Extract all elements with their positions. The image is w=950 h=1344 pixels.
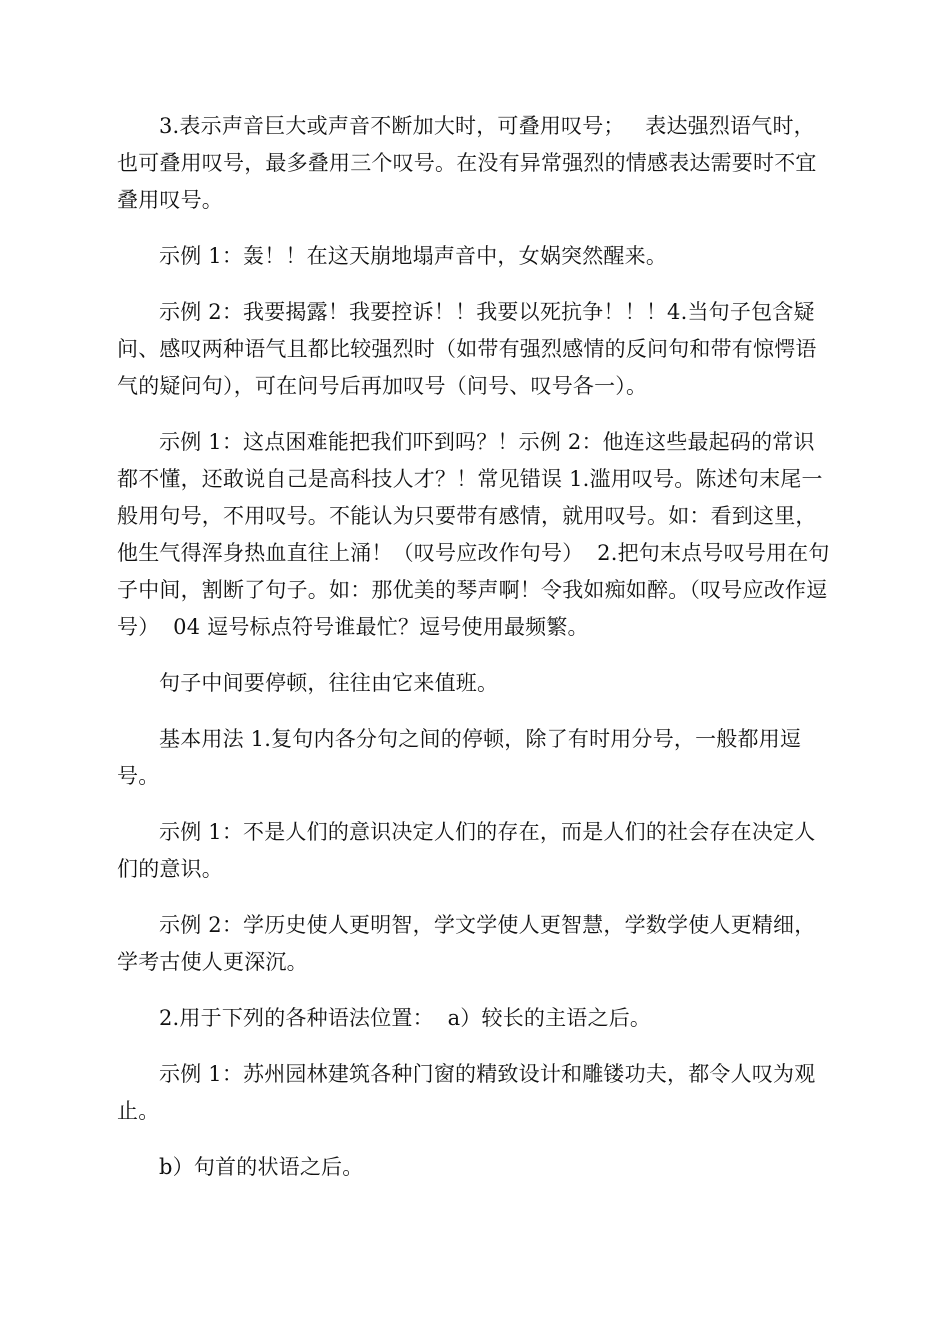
paragraph-5: 句子中间要停顿，往往由它来值班。 [159,671,499,695]
paragraph-7: 示例 1：不是人们的意识决定人们的存在，而是人们的社会存在决定人们的意识。 [117,820,816,881]
document-body [117,108,835,1205]
paragraph-3: 示例 2：我要揭露！我要控诉！！我要以死抗争！！！4.当句子包含疑问、感叹两种语气且都比较强烈时（如带有强烈感情的反问句和带有惊愕语气的疑问句），可在问号后再加叹号（问号、叹号各一）。 [117,300,817,398]
paragraph-11: b）句首的状语之后。 [159,1155,364,1179]
paragraph-8: 示例 2：学历史使人更明智，学文学使人更智慧，学数学使人更精细，学考古使人更深沉。 [117,913,816,974]
paragraph-10: 示例 1：苏州园林建筑各种门窗的精致设计和雕镂功夫，都令人叹为观止。 [117,1062,816,1123]
paragraph-6: 基本用法 1.复句内各分句之间的停顿，除了有时用分号，一般都用逗号。 [117,727,802,788]
paragraph-2: 示例 1：轰！！在这天崩地塌声音中，女娲突然醒来。 [159,244,668,268]
paragraph-1: 3.表示声音巨大或声音不断加大时，可叠用叹号； 表达强烈语气时，也可叠用叹号，最多叠用三个叹号。在没有异常强烈的情感表达需要时不宜叠用叹号。 [117,114,817,212]
paragraph-9: 2.用于下列的各种语法位置： a）较长的主语之后。 [159,1006,652,1030]
paragraph-4: 示例 1：这点困难能把我们吓到吗？！示例 2：他连这些最起码的常识都不懂，还敢说自己是高科技人才？！常见错误 1.滥用叹号。陈述句末尾一般用句号，不用叹号。不能认为只要带有感情，就用叹号。如：看到这里，他生气得浑身热血直往上涌！（叹号应改作句号） 2.把句末点号叹号用在句子中间，割断了句子。如：那优美的琴声啊！令我如痴如醉。（叹号应改作逗号） 04 逗号标点符号谁最忙？逗号使用最频繁。 [117,430,830,639]
